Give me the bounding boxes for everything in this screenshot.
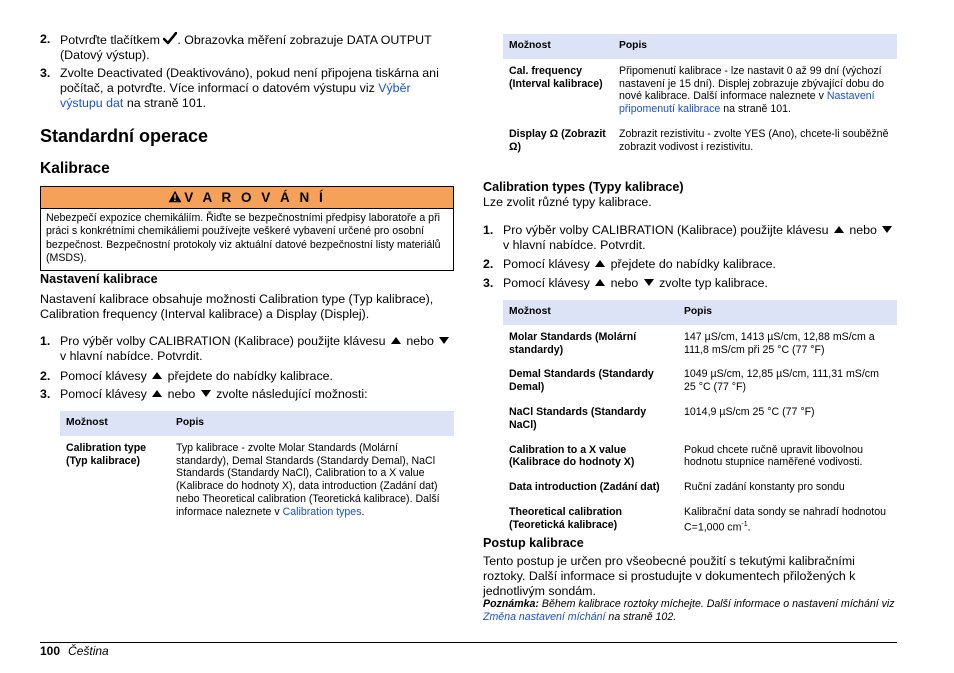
step-text-part: přejdete do nabídky kalibrace. (164, 369, 333, 383)
step-number: 2. (40, 32, 51, 46)
table-cell-description (170, 436, 454, 525)
arrow-down-icon (201, 390, 211, 397)
note (483, 598, 897, 624)
table-row (503, 362, 897, 400)
note-text: na straně 102. (605, 611, 677, 624)
warning-box (40, 186, 454, 271)
warning-header (41, 187, 453, 209)
table-header-row (503, 300, 897, 325)
link-calibration-reminder[interactable]: Nastavení připomenutí kalibrace (619, 90, 875, 116)
table-cell-description: 1014,9 µS/cm 25 °C (77 °F) (684, 405, 815, 418)
step-choose-option (40, 387, 454, 402)
table-cell-option: Display Ω (Zobrazit Ω) (509, 127, 606, 153)
postup-title: Postup kalibrace (483, 536, 584, 550)
table-header: Možnost (60, 411, 170, 436)
warning-triangle-icon (168, 190, 182, 203)
step-text (503, 257, 897, 272)
cell-text: Typ kalibrace - zvolte Molar Standards (Molární standardy), Demal Standards (Standardy Demal), NaCl Standards (Standardy NaCl), Calibration to a X value (Kalibrace do hodnoty X), data introduction (Zadání dat) nebo Theoretical calibration (Teoretická kalibrace). Další informace naleznete v (176, 441, 440, 518)
table-cell-description: Zobrazit rezistivitu - zvolte YES (Ano), chcete-li souběžně zobrazit vodivost i rezistivitu. (619, 127, 889, 153)
step-select-calibration (483, 223, 897, 253)
table-cell-option: Theoretical calibration (Teoretická kalibrace) (509, 505, 623, 531)
options-table-left (60, 411, 454, 525)
footer-divider (40, 642, 897, 643)
link-data-output[interactable]: Výběr výstupu dat (60, 81, 411, 110)
step-number: 2. (40, 369, 51, 383)
step-text-part: . Obrazovka měření zobrazuje DATA OUTPUT (Datový výstup). (60, 33, 432, 62)
step-choose-type (483, 276, 897, 291)
step-text-part: v hlavní nabídce. Potvrdit. (503, 238, 646, 252)
table-header: Popis (613, 34, 897, 59)
table-row (60, 436, 454, 525)
arrow-up-icon (834, 226, 844, 233)
step-text-part: nebo (845, 223, 881, 237)
step-text-part: Pomocí klávesy (60, 369, 151, 383)
step-text-part: Pomocí klávesy (503, 276, 594, 290)
table-cell-description: Pokud chcete ručně upravit libovolnou hodnotu stupnice naměřené vodivosti. (684, 443, 864, 469)
page-number: 100 (40, 644, 61, 658)
postup-text: Tento postup je určen pro všeobecné použití s tekutými kalibračními roztoky. Další informace si prostudujte v dokumentech přiložených k jednotlivým sondám. (483, 554, 856, 598)
arrow-up-icon (595, 260, 605, 267)
step-text-part: přejdete do nabídky kalibrace. (607, 257, 776, 271)
note-text: Během kalibrace roztoky míchejte. Další informace o nastavení míchání viz (538, 598, 895, 610)
table-cell-description (613, 59, 897, 122)
table-cell-option: Calibration to a X value (Kalibrace do hodnoty X) (509, 443, 635, 469)
arrow-up-icon (152, 390, 162, 397)
step-text-part: nebo (164, 387, 199, 401)
table-cell-description: 1049 µS/cm, 12,85 µS/cm, 111,31 mS/cm 25 °C (77 °F) (684, 368, 879, 394)
checkmark-icon (163, 32, 177, 45)
step-number: 3. (483, 276, 494, 290)
step-text-part: Zvolte Deactivated (Deaktivováno), pokud není připojena tiskárna ani počítač, a potvrďte. Více informací o datovém výstupu viz (60, 66, 439, 95)
step-text (60, 387, 454, 402)
step-confirm (40, 32, 454, 63)
step-text-part: Pro výběr volby CALIBRATION (Kalibrace) použijte klávesu (503, 223, 832, 237)
step-text-part: Pomocí klávesy (503, 257, 594, 271)
page-footer (40, 644, 109, 659)
calibration-types-title: Calibration types (Typy kalibrace) (483, 180, 684, 194)
step-select-calibration (40, 334, 454, 364)
section-title: Standardní operace (40, 126, 209, 146)
step-deactivate (40, 66, 454, 111)
step-number: 1. (40, 334, 51, 348)
footer-language: Čeština (68, 644, 109, 658)
table-cell-description: 147 µS/cm, 1413 µS/cm, 12,88 mS/cm a 111,8 mS/cm při 25 °C (77 °F) (684, 330, 875, 356)
arrow-down-icon (439, 337, 449, 344)
table-header: Možnost (503, 300, 678, 325)
step-text (503, 223, 897, 253)
table-header: Popis (170, 411, 454, 436)
cell-text: Připomenutí kalibrace - lze nastavit 0 až 99 dní (výchozí nastavení je 15 dní). Displej zobrazuje zbývající dobu do nové kalibrace. Další informace naleznete v (619, 64, 884, 103)
step-text (60, 334, 454, 364)
table-cell-description: Ruční zadání konstanty pro sondu (684, 481, 845, 494)
step-text-part: Potvrďte tlačítkem (60, 33, 164, 47)
step-number: 2. (483, 257, 494, 271)
arrow-down-icon (882, 226, 892, 233)
table-row (503, 59, 897, 122)
arrow-up-icon (595, 279, 605, 286)
step-text-part: nebo (607, 276, 642, 290)
options-table-right-top (503, 34, 897, 160)
link-calibration-types[interactable]: Calibration types (282, 505, 362, 518)
table-row (503, 475, 897, 500)
step-text-part: v hlavní nabídce. Potvrdit. (60, 349, 203, 363)
subsection-title: Kalibrace (40, 160, 110, 177)
table-header: Možnost (503, 34, 613, 59)
warning-text: Nebezpečí expozice chemikáliím. Řiďte se bezpečnostními předpisy laboratoře a při práci s konkrétními chemikáliemi používejte veškeré vybavení určené pro osobní bezpečnost. Bezpečnostní protokoly viz aktuální datové bezpečnostní listy materiálů (MSDS). (46, 212, 441, 265)
cell-text: Kalibrační data sondy se nahradí hodnotou C=1,000 cm (684, 505, 887, 534)
step-text (60, 66, 454, 111)
step-text-part: Pro výběr volby CALIBRATION (Kalibrace) použijte klávesu (60, 334, 389, 348)
step-text-part: Pomocí klávesy (60, 387, 151, 401)
cell-text: na straně 101. (720, 103, 791, 116)
table-header-row (60, 411, 454, 436)
table-cell-option: Data introduction (Zadání dat) (509, 481, 660, 494)
table-row (503, 325, 897, 363)
warning-title: V A R O V Á N Í (184, 190, 326, 205)
step-enter-menu (483, 257, 897, 272)
table-row (503, 438, 897, 476)
arrow-down-icon (644, 279, 654, 286)
step-text (60, 32, 454, 63)
table-header-row (503, 34, 897, 59)
step-text-part: zvolte následující možnosti: (212, 387, 368, 401)
table-cell-option: Cal. frequency (Interval kalibrace) (509, 64, 603, 90)
table-cell-option: NaCl Standards (Standardy NaCl) (509, 405, 647, 431)
step-text (60, 369, 454, 384)
table-header: Popis (678, 300, 897, 325)
table-cell-option: Molar Standards (Molární standardy) (509, 330, 637, 356)
arrow-up-icon (152, 372, 162, 379)
table-row (503, 122, 897, 160)
step-text (503, 276, 897, 291)
calibration-types-intro: Lze zvolit různé typy kalibrace. (483, 195, 652, 209)
note-label: Poznámka: (483, 598, 539, 610)
calibration-types-table (503, 300, 897, 540)
link-stirring-settings[interactable]: Změna nastavení míchání (483, 611, 606, 624)
table-row (503, 500, 897, 540)
step-text-part: zvolte typ kalibrace. (655, 276, 768, 290)
nastaveni-title: Nastavení kalibrace (40, 272, 158, 286)
arrow-up-icon (391, 337, 401, 344)
step-number: 3. (40, 66, 51, 80)
nastaveni-intro: Nastavení kalibrace obsahuje možnosti Calibration type (Typ kalibrace), Calibration frequency (Interval kalibrace) a Display (Displej). (40, 292, 434, 321)
step-text-part: na straně 101. (123, 96, 207, 110)
table-cell-option: Demal Standards (Standardy Demal) (509, 368, 654, 394)
cell-text: . (747, 521, 751, 534)
step-number: 3. (40, 387, 51, 401)
cell-text: . (361, 505, 365, 518)
table-cell-option: Calibration type (Typ kalibrace) (66, 441, 147, 467)
step-text-part: nebo (402, 334, 438, 348)
superscript: -1 (741, 520, 748, 528)
step-number: 1. (483, 223, 494, 237)
step-enter-menu (40, 369, 454, 384)
table-row (503, 400, 897, 438)
table-cell-description (678, 500, 897, 540)
